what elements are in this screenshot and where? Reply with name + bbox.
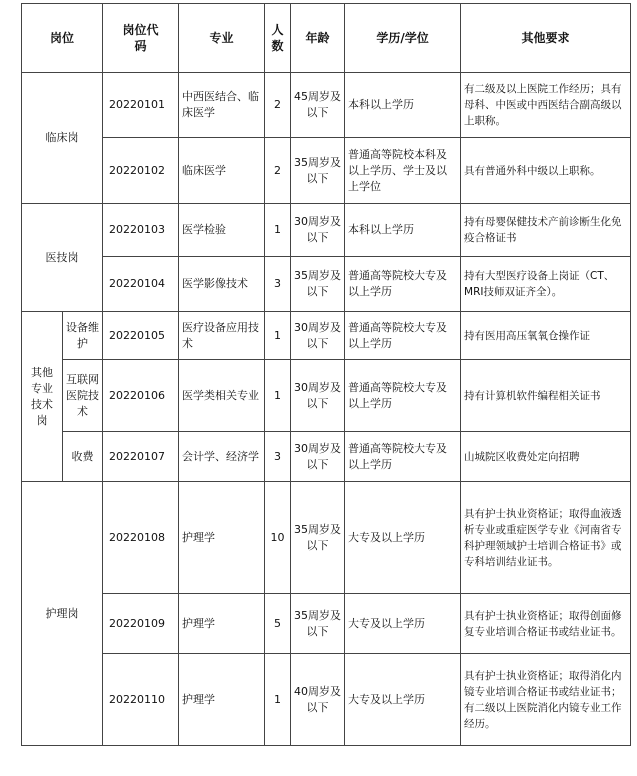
- header-count: 人数: [265, 4, 291, 73]
- group-other: 其他专业技术岗: [22, 312, 63, 482]
- cell-other: 具有护士执业资格证；取得创面修复专业培训合格证书或结业证书。: [461, 594, 631, 654]
- cell-code: 20220101: [103, 73, 179, 138]
- cell-count: 2: [265, 73, 291, 138]
- cell-code: 20220105: [103, 312, 179, 360]
- cell-age: 35周岁及以下: [291, 482, 345, 594]
- table-row: [22, 257, 631, 312]
- header-post: 岗位: [22, 4, 103, 73]
- cell-count: 1: [265, 360, 291, 432]
- header-major: 专业: [179, 4, 265, 73]
- cell-education: 大专及以上学历: [345, 594, 461, 654]
- cell-major: 医学检验: [179, 204, 265, 257]
- cell-age: 30周岁及以下: [291, 204, 345, 257]
- cell-major: 医疗设备应用技术: [179, 312, 265, 360]
- cell-other: 持有计算机软件编程相关证书: [461, 360, 631, 432]
- table-row: [22, 204, 631, 257]
- cell-age: 30周岁及以下: [291, 312, 345, 360]
- cell-other: 持有母婴保健技术产前诊断生化免疫合格证书: [461, 204, 631, 257]
- cell-age: 40周岁及以下: [291, 654, 345, 746]
- cell-major: 医学类相关专业: [179, 360, 265, 432]
- table-row: [22, 360, 631, 432]
- recruitment-table: [21, 3, 631, 746]
- cell-education: 普通高等院校大专及以上学历: [345, 257, 461, 312]
- cell-education: 大专及以上学历: [345, 482, 461, 594]
- cell-major: 临床医学: [179, 138, 265, 204]
- table-row: [22, 482, 631, 594]
- cell-major: 医学影像技术: [179, 257, 265, 312]
- group-medtech: 医技岗: [22, 204, 103, 312]
- cell-age: 35周岁及以下: [291, 138, 345, 204]
- cell-age: 30周岁及以下: [291, 360, 345, 432]
- header-other: 其他要求: [461, 4, 631, 73]
- cell-other: 有二级及以上医院工作经历；具有母科、中医或中西医结合副高级以上职称。: [461, 73, 631, 138]
- header-row: [22, 4, 631, 73]
- table-row: [22, 654, 631, 746]
- cell-age: 35周岁及以下: [291, 594, 345, 654]
- cell-education: 本科以上学历: [345, 204, 461, 257]
- group-nursing: 护理岗: [22, 482, 103, 746]
- cell-age: 30周岁及以下: [291, 432, 345, 482]
- table-row: [22, 312, 631, 360]
- cell-code: 20220107: [103, 432, 179, 482]
- cell-major: 会计学、经济学: [179, 432, 265, 482]
- cell-count: 1: [265, 654, 291, 746]
- cell-other: 具有护士执业资格证；取得血液透析专业或重症医学专业《河南省专科护理领域护士培训合格证书》或专科培训结业证书。: [461, 482, 631, 594]
- header-education: 学历/学位: [345, 4, 461, 73]
- cell-count: 10: [265, 482, 291, 594]
- cell-subpost: 互联网医院技术: [63, 360, 103, 432]
- cell-count: 3: [265, 257, 291, 312]
- cell-education: 大专及以上学历: [345, 654, 461, 746]
- cell-major: 护理学: [179, 482, 265, 594]
- cell-major: 护理学: [179, 594, 265, 654]
- cell-major: 护理学: [179, 654, 265, 746]
- cell-education: 普通高等院校本科及以上学历、学士及以上学位: [345, 138, 461, 204]
- cell-subpost: 收费: [63, 432, 103, 482]
- cell-code: 20220108: [103, 482, 179, 594]
- cell-other: 山城院区收费处定向招聘: [461, 432, 631, 482]
- cell-other: 持有大型医疗设备上岗证（CT、MRI技师双证齐全）。: [461, 257, 631, 312]
- cell-count: 5: [265, 594, 291, 654]
- cell-code: 20220103: [103, 204, 179, 257]
- table-row: [22, 594, 631, 654]
- group-clinical: 临床岗: [22, 73, 103, 204]
- cell-other: 持有医用高压氧氧仓操作证: [461, 312, 631, 360]
- cell-other: 具有普通外科中级以上职称。: [461, 138, 631, 204]
- cell-code: 20220106: [103, 360, 179, 432]
- cell-age: 35周岁及以下: [291, 257, 345, 312]
- cell-count: 3: [265, 432, 291, 482]
- cell-code: 20220102: [103, 138, 179, 204]
- cell-count: 1: [265, 312, 291, 360]
- header-code: 岗位代码: [103, 4, 179, 73]
- recruitment-table-container: [21, 3, 631, 746]
- header-age: 年龄: [291, 4, 345, 73]
- cell-major: 中西医结合、临床医学: [179, 73, 265, 138]
- cell-count: 2: [265, 138, 291, 204]
- cell-education: 普通高等院校大专及以上学历: [345, 360, 461, 432]
- cell-other: 具有护士执业资格证；取得消化内镜专业培训合格证书或结业证书；有二级以上医院消化内镜专业工作经历。: [461, 654, 631, 746]
- table-row: [22, 138, 631, 204]
- table-row: [22, 73, 631, 138]
- table-row: [22, 432, 631, 482]
- cell-subpost: 设备维护: [63, 312, 103, 360]
- cell-count: 1: [265, 204, 291, 257]
- cell-education: 普通高等院校大专及以上学历: [345, 432, 461, 482]
- cell-education: 普通高等院校大专及以上学历: [345, 312, 461, 360]
- cell-code: 20220109: [103, 594, 179, 654]
- cell-age: 45周岁及以下: [291, 73, 345, 138]
- cell-education: 本科以上学历: [345, 73, 461, 138]
- cell-code: 20220104: [103, 257, 179, 312]
- cell-code: 20220110: [103, 654, 179, 746]
